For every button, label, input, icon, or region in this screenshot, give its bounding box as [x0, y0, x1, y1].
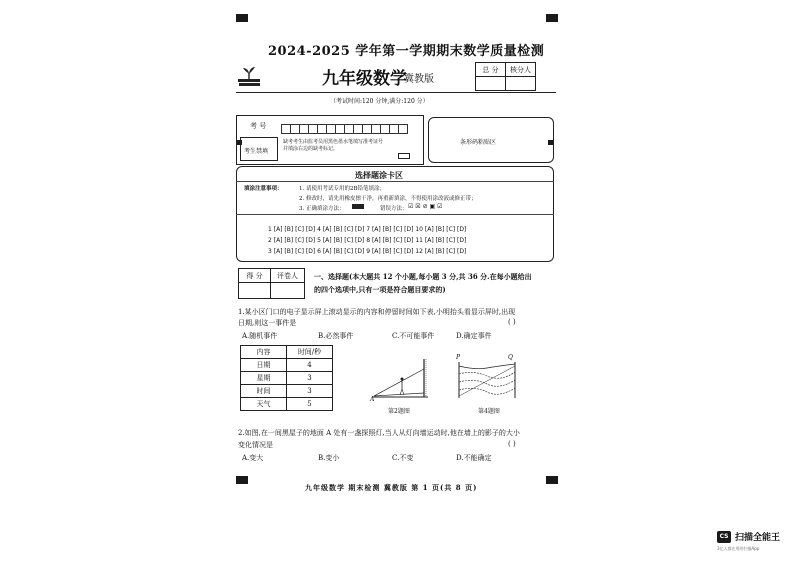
q1-table-cell: 3 — [287, 385, 333, 398]
figure-4-caption: 第4题图 — [478, 408, 500, 415]
answer-card-divider — [236, 181, 554, 182]
figure-2-caption: 第2题图 — [388, 408, 410, 415]
candidate-number-cells[interactable] — [281, 119, 407, 138]
q2-paren: ( ) — [508, 440, 516, 448]
answer-card-title: 选择题涂卡区 — [355, 170, 403, 180]
q2-option-a: A.变大 — [242, 454, 264, 462]
q1-table-cell: 5 — [287, 398, 333, 411]
q2-text: 2.如图,在一间黑屋子的地面 A 处有一盏探照灯,当人从灯向墙运动时,他在墙上的影子的大小 — [238, 429, 520, 437]
q1-table-header-content: 内容 — [241, 346, 287, 359]
wrong-fill-samples: ☑ ☒ ⊘ ▣ ☑ — [408, 203, 443, 210]
exam-info: （考试时间:120 分钟,满分:120 分） — [330, 98, 429, 105]
q1-text-2: 日期,则这一事件是 — [238, 319, 297, 327]
forbidden-text: 缺考考生由监考员用黑色墨水笔填写准考证号并填涂右边的缺考标记。 — [283, 139, 384, 152]
exam-title: 2024-2025 学年第一学期期末数学质量检测 — [268, 44, 545, 59]
book-plant-icon — [236, 64, 262, 88]
figure-2-point-a: A — [370, 396, 375, 403]
grader-reviewer-label: 评卷人 — [271, 269, 305, 283]
registration-mark-top-left — [236, 14, 248, 22]
notes-label: 填涂注意事项： — [244, 186, 283, 192]
page-footer: 九年级数学 期末检测 冀教版 第 1 页(共 8 页) — [305, 483, 478, 492]
edition-label: 冀教版 — [404, 74, 434, 85]
q1-table-cell: 4 — [287, 359, 333, 372]
figure-4-label-p: P — [456, 354, 461, 361]
forbidden-label: 考生禁填 — [244, 148, 269, 155]
q2-option-b: B.变小 — [318, 454, 340, 462]
section1-heading-2: 的四个选项中,只有一项是符合题目要求的) — [314, 285, 446, 294]
q2-option-c: C.不变 — [392, 454, 414, 462]
note-wrong: 错误方法： — [380, 206, 408, 212]
figure-4-label-q: Q — [508, 354, 513, 361]
registration-mark-bottom-left — [236, 476, 248, 484]
q1-text: 1.某小区门口的电子显示屏上滚动显示的内容和停留时间如下表,小明抬头看显示屏时,出现 — [238, 308, 516, 316]
note-1: 1. 请使用考试专用的2B铅笔填涂； — [299, 186, 386, 192]
q1-option-a: A.随机事件 — [242, 332, 278, 340]
grader-reviewer-cell — [271, 283, 305, 299]
checker-cell — [506, 77, 536, 91]
figure-2-diagram — [368, 355, 432, 403]
correct-fill-sample — [352, 204, 364, 209]
q2-option-d: D.不能确定 — [456, 454, 492, 462]
q1-table — [240, 345, 333, 411]
scanner-brand — [717, 530, 780, 543]
q1-table-header-time: 时间/秒 — [287, 346, 333, 359]
grade-subject: 九年级数学 — [322, 69, 407, 89]
absent-mark-box[interactable] — [398, 153, 410, 159]
barcode-label: 条形码粘贴区 — [460, 139, 497, 146]
q1-table-cell: 日期 — [241, 359, 287, 372]
brand-name: 扫描全能王 — [735, 533, 781, 543]
section1-heading: 一、选择题(本大题共 12 个小题,每小题 3 分,共 36 分.在每小题给出 — [314, 272, 532, 281]
note-2: 2. 修改时，请先用橡皮擦干净，再重新填涂，不得使用涂改液或修正带； — [299, 196, 477, 202]
camscanner-logo-icon: CS — [717, 531, 731, 543]
answer-row-2[interactable]: 2 [A] [B] [C] [D] 5 [A] [B] [C] [D] 8 [A] [B] [C] [D] 11 [A] [B] [C] [D] — [268, 237, 467, 244]
checker-label: 核分人 — [506, 63, 536, 77]
q2-text-2: 变化情况是 — [238, 441, 273, 449]
total-score-cell — [476, 77, 506, 91]
registration-mark-bottom-right — [546, 476, 558, 484]
brand-subtitle: 3亿人都在用的扫描App — [717, 546, 760, 551]
note-3: 3. 正确填涂方法： — [299, 206, 345, 212]
q1-table-cell: 星期 — [241, 372, 287, 385]
q1-option-d: D.确定事件 — [456, 332, 492, 340]
header-rule — [236, 92, 556, 93]
q1-table-cell: 3 — [287, 372, 333, 385]
total-score-label: 总 分 — [476, 63, 506, 77]
candidate-number-label: 考 号 — [250, 122, 267, 130]
q1-table-cell: 天气 — [241, 398, 287, 411]
q1-paren: ( ) — [508, 318, 516, 326]
figure-4-diagram — [455, 360, 519, 400]
q1-option-b: B.必然事件 — [318, 332, 354, 340]
q1-table-cell: 时间 — [241, 385, 287, 398]
answer-card-divider-2 — [236, 214, 554, 215]
answer-row-3[interactable]: 3 [A] [B] [C] [D] 6 [A] [B] [C] [D] 9 [A] [B] [C] [D] 12 [A] [B] [C] [D] — [268, 248, 467, 255]
registration-mark-top-right — [546, 14, 558, 22]
score-table — [475, 62, 536, 91]
answer-row-1[interactable]: 1 [A] [B] [C] [D] 4 [A] [B] [C] [D] 7 [A] [B] [C] [D] 10 [A] [B] [C] [D] — [268, 226, 467, 233]
grader-score-label: 得 分 — [239, 269, 271, 283]
q1-option-c: C.不可能事件 — [392, 332, 435, 340]
grader-score-cell — [239, 283, 271, 299]
grader-table — [238, 268, 305, 299]
